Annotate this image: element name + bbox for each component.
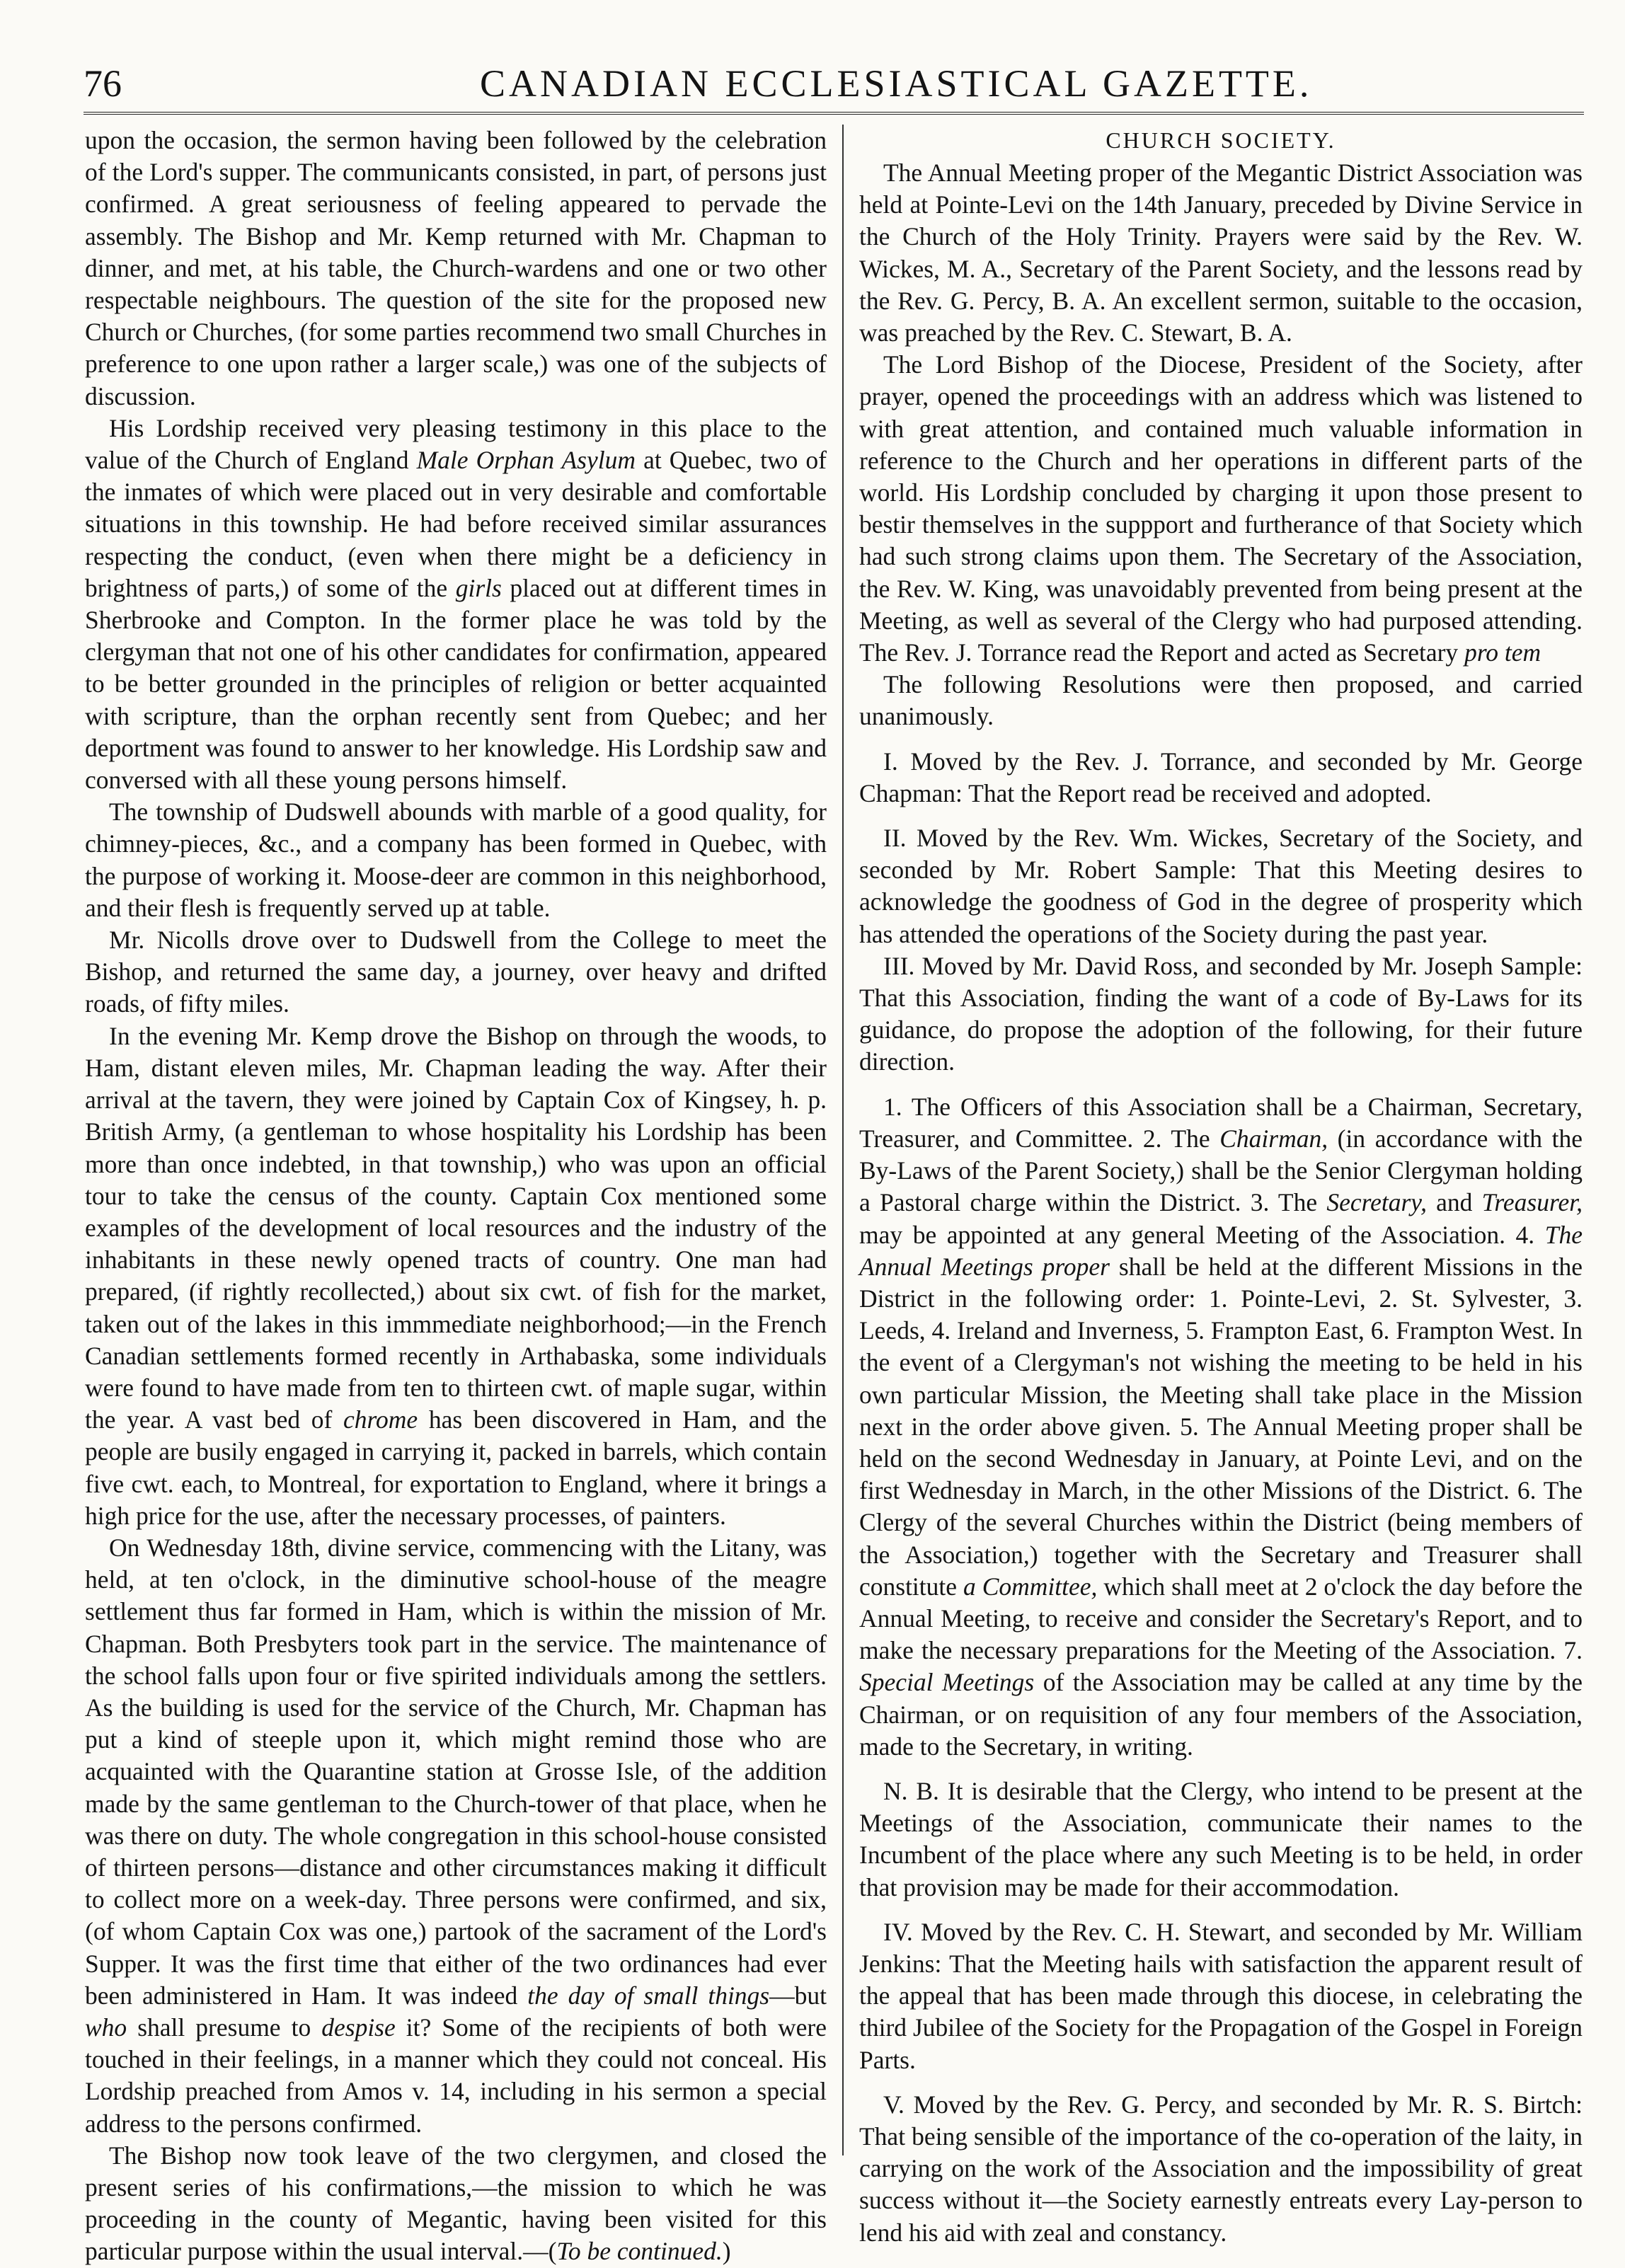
paragraph: In the evening Mr. Kemp drove the Bishop on through the woods, to Ham, distant eleven miles, Mr. Chapman leading the way. After their arrival at the tavern, they were joined by Captain Cox of Kingsey, h. p. British Army, (a gentleman to whose hospitality his Lordship has been more than once indebted, in that township,) who was upon an official tour to take the census of the county. Captain Cox mentioned some examples of the development of local resources and the industry of the inhabitants in these newly opened tracts of country. One man had prepared, (if rightly recollected,) about six cwt. of fish for the market, taken out of the lakes in this immmediate neighborhood;—in the French Canadian settlements formed recently in Arthabaska, some individuals were found to have made from ten to thirteen cwt. of maple sugar, within the year. A vast bed of chrome has been discovered in Ham, and the people are busily engaged in carrying it, packed in barrels, which contain five cwt. each, to Montreal, for exportation to England, where it brings a high price for the use, after the necessary processes, of painters. <box>85 1021 827 1530</box>
paragraph: On Wednesday 18th, divine service, commencing with the Litany, was held, at ten o'clock, in the diminutive school-house of the meagre settlement thus far formed in Ham, which is within the mission of Mr. Chapman. Both Presbyters took part in the service. The maintenance of the school falls upon four or five spirited individuals among the settlers. As the building is used for the service of the Church, Mr. Chapman has put a kind of steeple upon it, which might remind those who are acquainted with the Quarantine station at Grosse Isle, of the addition made by the same gentleman to the Church-tower of that place, when he was there on duty. The whole congregation in this school-house consisted of thirteen persons—distance and other circumstances making it difficult to collect more on a week-day. Three persons were confirmed, and six, (of whom Captain Cox was one,) partook of the sacrament of the Lord's Supper. It was the first time that either of the two ordinances had ever been administered in Ham. It was indeed the day of small things—but who shall presume to despise it? Some of the recipients of both were touched in their feelings, in a manner which they could not conceal. His Lordship preached from Amos v. 14, including in his sermon a special address to the persons confirmed. <box>85 1533 827 2138</box>
note: N. B. It is desirable that the Clergy, who intend to be present at the Meetings of the Association, communicate their names to the Incumbent of the place where any such Meeting is to be held, in order that provision may be made for their accommodation. <box>859 1776 1583 1901</box>
resolution: I. Moved by the Rev. J. Torrance, and seconded by Mr. George Chapman: That the Report read be received and adopted. <box>859 747 1583 807</box>
left-column <box>85 125 827 2268</box>
paragraph: The Bishop now took leave of the two clergymen, and closed the present series of his confirmations,—the mission to which he was proceeding in the county of Megantic, having been visited for this particular purpose within the usual interval.—(To be continued.) <box>85 2141 827 2266</box>
paragraph: The township of Dudswell abounds with marble of a good quality, for chimney-pieces, &c., and a company has been formed in Quebec, with the purpose of working it. Moose-deer are common in this neighborhood, and their flesh is frequently served up at table. <box>85 798 827 922</box>
page-number: 76 <box>84 62 122 105</box>
resolution: III. Moved by Mr. David Ross, and seconded by Mr. Joseph Sample: That this Association, finding the want of a code of By-Laws for its guidance, do propose the adoption of the following, for their future direction. <box>859 951 1583 1076</box>
paragraph: The Annual Meeting proper of the Megantic District Association was held at Pointe-Levi on the 14th January, preceded by Divine Service in the Church of the Holy Trinity. Prayers were said by the Rev. W. Wickes, M. A., Secretary of the Parent Society, and the lessons read by the Rev. G. Percy, B. A. An excellent sermon, suitable to the occasion, was preached by the Rev. C. Stewart, B. A. <box>859 159 1583 347</box>
paragraph: His Lordship received very pleasing testimony in this place to the value of the Church of England Male Orphan Asylum at Quebec, two of the inmates of which were placed out in very desirable and comfortable situations in this township. He had before received similar assurances respecting the conduct, (even when there might be a deficiency in brightness of parts,) of some of the girls placed out at different times in Sherbrooke and Compton. In the former place he was told by the clergyman that not one of his other candidates for confirmation, appeared to be better grounded in the principles of religion or better acquainted with scripture, than the orphan recently sent from Quebec; and her deportment was found to answer to her knowledge. His Lordship saw and conversed with all these young persons himself. <box>85 413 827 795</box>
paragraph: upon the occasion, the sermon having been followed by the celebration of the Lord's supper. The communicants consisted, in part, of persons just confirmed. A great seriousness of feeling appeared to pervade the assembly. The Bishop and Mr. Kemp returned with Mr. Chapman to dinner, and met, at his table, the Church-wardens and one or two other respectable neighbours. The question of the site for the proposed new Church or Churches, (for some parties recommend two small Churches in preference to one upon rather a larger scale,) was one of the subjects of discussion. <box>85 126 827 410</box>
paragraph: The Lord Bishop of the Diocese, President of the Society, after prayer, opened the proceedings with an address which was listened to with great attention, and contained much valuable information in reference to the Church and her operations in different parts of the world. His Lordship concluded by charging it upon those present to bestir themselves in the suppport and furtherance of that Society which had such strong claims upon them. The Secretary of the Association, the Rev. W. King, was unavoidably prevented from being present at the Meeting, as well as several of the Clergy who had purposed attending. The Rev. J. Torrance read the Report and acted as Secretary pro tem <box>859 350 1583 667</box>
resolution: II. Moved by the Rev. Wm. Wickes, Secretary of the Society, and seconded by Mr. Robert Sample: That this Meeting desires to acknowledge the goodness of God in the degree of prosperity which has attended the operations of the Society during the past year. <box>859 824 1583 948</box>
paragraph: Mr. Nicolls drove over to Dudswell from the College to meet the Bishop, and returned the same day, a journey, over heavy and drifted roads, of fifty miles. <box>85 926 827 1018</box>
section-title: CHURCH SOCIETY. <box>1106 127 1336 153</box>
resolution: IV. Moved by the Rev. C. H. Stewart, and seconded by Mr. William Jenkins: That the Meeting hails with satisfaction the apparent result of the appeal that has been made through this diocese, in celebrating the third Jubilee of the Society for the Propagation of the Gospel in Foreign Parts. <box>859 1917 1583 2074</box>
paragraph: The following Resolutions were then proposed, and carried unanimously. <box>859 670 1583 731</box>
by-laws: 1. The Officers of this Association shall be a Chairman, Secretary, Treasurer, and Committee. 2. The Chairman, (in accordance with the By-Laws of the Parent Society,) shall be the Senior Clergyman holding a Pastoral charge within the District. 3. The Secretary, and Treasurer, may be appointed at any general Meeting of the Association. 4. The Annual Meetings proper shall be held at the different Missions in the District in the following order: 1. Pointe-Levi, 2. St. Sylvester, 3. Leeds, 4. Ireland and Inverness, 5. Frampton East, 6. Frampton West. In the event of a Clergyman's not wishing the meeting to be held in his own particular Mission, the Meeting shall take place in the Mission next in the order above given. 5. The Annual Meeting proper shall be held on the second Wednesday in January, at Pointe Levi, and on the first Wednesday in March, in the other Missions of the District. 6. The Clergy of the several Churches within the District (being members of the Association,) together with the Secretary and Treasurer shall constitute a Committee, which shall meet at 2 o'clock the day before the Annual Meeting, to receive and consider the Secretary's Report, and to make the necessary preparations for the Meeting of the Association. 7. Special Meetings of the Association may be called at any time by the Chairman, or on requisition of any four members of the Association, made to the Secretary, in writing. <box>859 1092 1583 1761</box>
header-rule <box>84 112 1584 115</box>
page-header <box>84 61 1584 110</box>
running-title: CANADIAN ECCLESIASTICAL GAZETTE. <box>480 62 1313 105</box>
resolution: V. Moved by the Rev. G. Percy, and seconded by Mr. R. S. Birtch: That being sensible of the importance of the co-operation of the laity, in carrying on the work of the Association and the impossibility of great success without it—the Society earnestly entreats every Lay-person to lend his aid with zeal and constancy. <box>859 2090 1583 2247</box>
column-rule <box>842 125 844 2155</box>
right-column <box>859 125 1583 2249</box>
